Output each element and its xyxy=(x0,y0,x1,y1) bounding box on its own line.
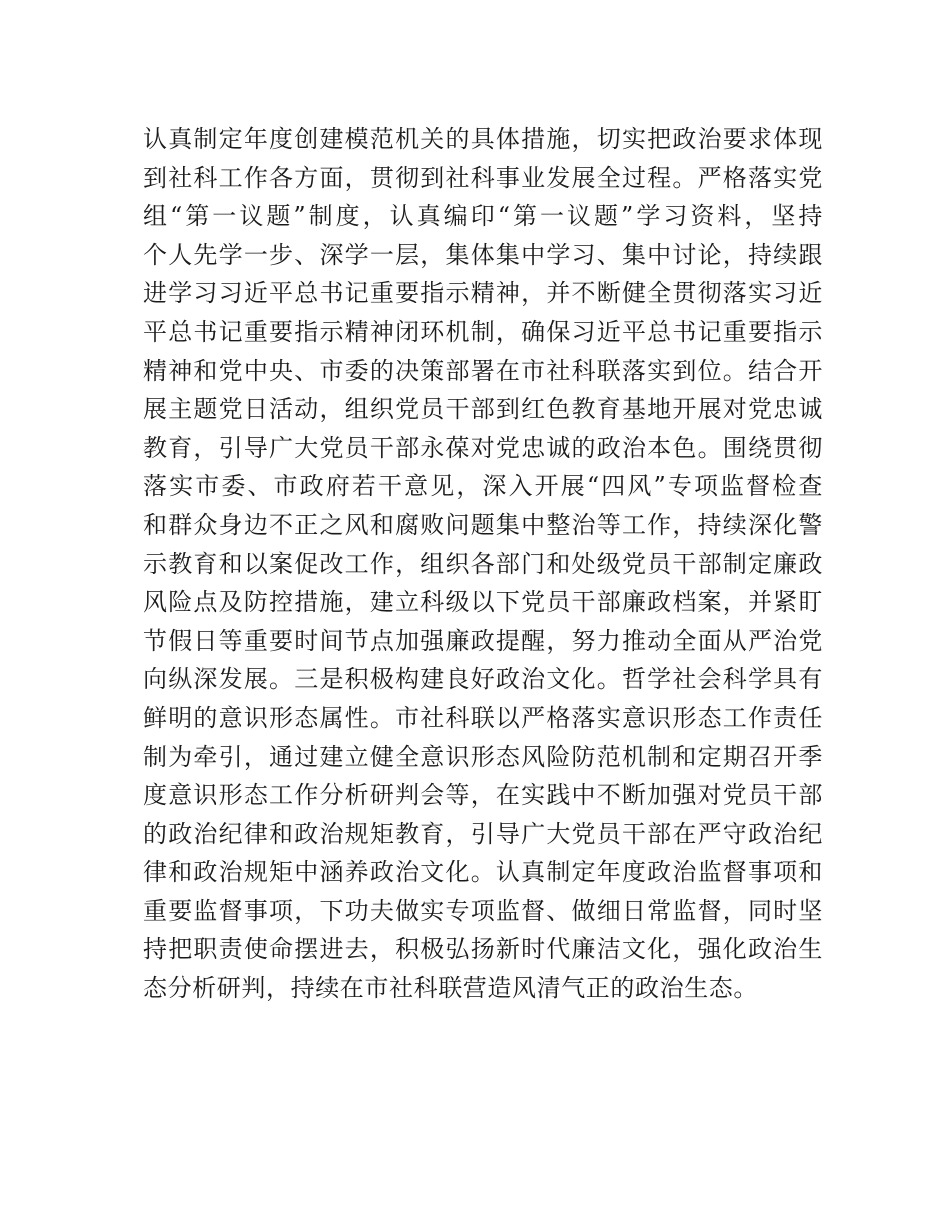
text-line: 态分析研判，持续在市社科联营造风清气正的政治生态。 xyxy=(143,974,758,1003)
text-line: 向纵深发展。三是积极构建良好政治文化。哲学社会科学具有 xyxy=(143,665,823,694)
text-line: 律和政治规矩中涵养政治文化。认真制定年度政治监督事项和 xyxy=(143,858,823,887)
text-line: 平总书记重要指示精神闭环机制，确保习近平总书记重要指示 xyxy=(143,317,823,346)
text-line: 和群众身边不正之风和腐败问题集中整治等工作，持续深化警 xyxy=(143,510,823,539)
text-line: 示教育和以案促改工作，组织各部门和处级党员干部制定廉政 xyxy=(143,549,823,578)
body-paragraph xyxy=(143,120,823,1008)
text-line: 到社科工作各方面，贯彻到社科事业发展全过程。严格落实党 xyxy=(143,163,823,192)
text-line: 认真制定年度创建模范机关的具体措施，切实把政治要求体现 xyxy=(143,125,823,153)
text-line: 风险点及防控措施，建立科级以下党员干部廉政档案，并紧盯 xyxy=(143,588,823,617)
text-line: 精神和党中央、市委的决策部署在市社科联落实到位。结合开 xyxy=(143,356,823,385)
text-line: 进学习习近平总书记重要指示精神，并不断健全贯彻落实习近 xyxy=(143,279,823,308)
text-line: 教育，引导广大党员干部永葆对党忠诚的政治本色。围绕贯彻 xyxy=(143,433,823,462)
text-line: 组“第一议题”制度，认真编印“第一议题”学习资料，坚持 xyxy=(143,202,823,231)
text-line: 制为牵引，通过建立健全意识形态风险防范机制和定期召开季 xyxy=(143,742,823,771)
text-line: 鲜明的意识形态属性。市社科联以严格落实意识形态工作责任 xyxy=(143,703,823,732)
text-line: 持把职责使命摆进去，积极弘扬新时代廉洁文化，强化政治生 xyxy=(143,935,823,964)
text-line: 个人先学一步、深学一层，集体集中学习、集中讨论，持续跟 xyxy=(143,240,823,269)
text-line: 节假日等重要时间节点加强廉政提醒，努力推动全面从严治党 xyxy=(143,626,823,655)
text-line: 展主题党日活动，组织党员干部到红色教育基地开展对党忠诚 xyxy=(143,395,823,424)
text-line: 度意识形态工作分析研判会等，在实践中不断加强对党员干部 xyxy=(143,781,823,810)
text-line: 落实市委、市政府若干意见，深入开展“四风”专项监督检查 xyxy=(143,472,823,501)
text-line: 重要监督事项，下功夫做实专项监督、做细日常监督，同时坚 xyxy=(143,896,823,925)
text-line: 的政治纪律和政治规矩教育，引导广大党员干部在严守政治纪 xyxy=(143,819,823,848)
